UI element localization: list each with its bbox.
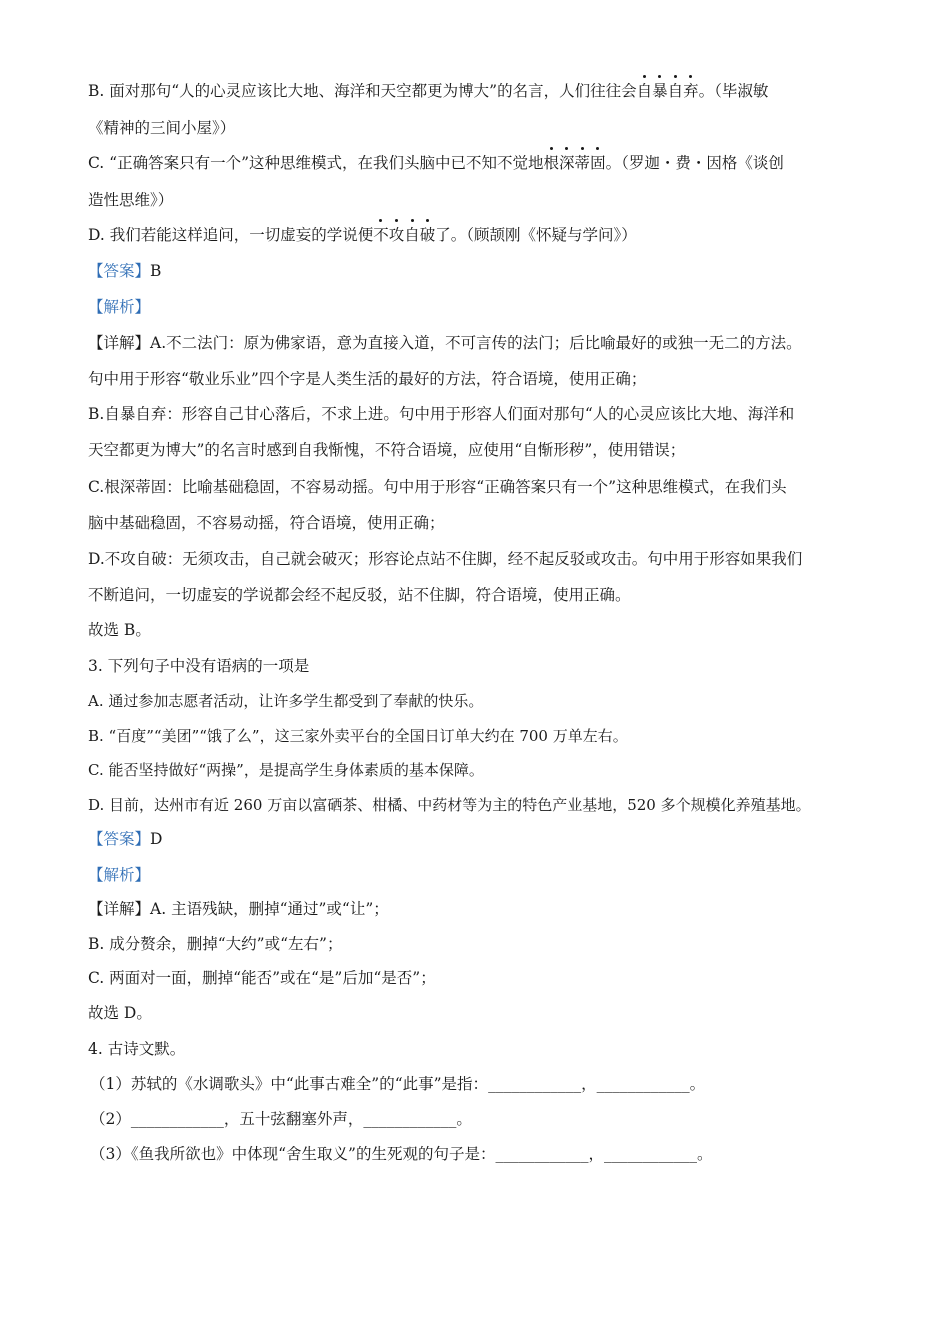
emphasis-char: 不 xyxy=(373,226,389,244)
q3-option-b: B. “百度”“美团”“饿了么”，这三家外卖平台的全国日订单大约在 700 万单左右。 xyxy=(88,727,628,745)
answer-value: B xyxy=(150,262,162,280)
q3-analysis-tag: 【解析】 xyxy=(88,866,151,884)
q4-stem: 4. 古诗文默。 xyxy=(88,1040,186,1058)
q3-conclusion: 故选 D。 xyxy=(88,1004,152,1022)
answer-value: D xyxy=(150,830,163,848)
q4-item-2: （2）____________，五十弦翻塞外声，____________。 xyxy=(90,1110,472,1128)
option-b-line2: 《精神的三间小屋》） xyxy=(88,119,236,137)
detail-tag: 【详解】 xyxy=(88,900,151,918)
q2-detail-line: 句中用于形容“敬业乐业”四个字是人类生活的最好的方法，符合语境，使用正确； xyxy=(88,370,647,388)
q2-detail-line: C.根深蒂固：比喻基础稳固，不容易动摇。句中用于形容“正确答案只有一个”这种思维模式，在我们头 xyxy=(88,478,787,496)
q2-detail-line: 不断追问，一切虚妄的学说都会经不起反驳，站不住脚，符合语境，使用正确。 xyxy=(88,586,631,604)
emphasis-char: 自 xyxy=(636,82,653,100)
fill-blank: ____________ xyxy=(488,1075,582,1093)
emphasis-char: 蒂 xyxy=(574,154,591,172)
fill-blank: ____________ xyxy=(603,1145,697,1163)
q2-detail-line: 脑中基础稳固，不容易动摇，符合语境，使用正确； xyxy=(88,514,445,532)
option-b-line1: B. 面对那句“人的心灵应该比大地、海洋和天空都更为博大”的名言，人们往往会自暴自弃。（毕淑敏 xyxy=(88,82,769,100)
answer-tag: 【答案】 xyxy=(88,262,151,280)
q2-answer xyxy=(88,260,161,282)
q3-answer xyxy=(88,828,162,850)
q3-detail-line: C. 两面对一面，删掉“能否”或在“是”后加“是否”； xyxy=(88,969,436,987)
emphasis-char: 根 xyxy=(543,154,560,172)
q3-stem: 3. 下列句子中没有语病的一项是 xyxy=(88,657,310,675)
q2-conclusion: 故选 B。 xyxy=(88,621,151,639)
q4-item-3: （3）《鱼我所欲也》中体现“舍生取义”的生死观的句子是：____________，____________。 xyxy=(90,1145,713,1163)
fill-blank: ____________ xyxy=(596,1075,690,1093)
option-c-line2: 造性思维》） xyxy=(88,191,174,209)
q2-detail-line: D.不攻自破：无须攻击，自己就会破灭；形容论点站不住脚，经不起反驳或攻击。句中用于形容如果我们 xyxy=(88,550,803,568)
emphasis-char: 固 xyxy=(590,154,606,172)
q4-item-1: （1）苏轼的《水调歌头》中“此事古难全”的“此事”是指：____________，____________。 xyxy=(90,1075,706,1093)
fill-blank: ____________ xyxy=(495,1145,589,1163)
emphasis-char: 自 xyxy=(404,226,420,244)
q3-option-d: D. 目前，达州市有近 260 万亩以富硒茶、柑橘、中药材等为主的特色产业基地，520 多个规模化养殖基地。 xyxy=(88,796,811,814)
q3-detail-line: 【详解】A. 主语残缺，删掉“通过”或“让”； xyxy=(88,900,389,918)
answer-tag: 【答案】 xyxy=(88,830,151,848)
q2-analysis-tag: 【解析】 xyxy=(88,298,151,316)
fill-blank: ____________ xyxy=(130,1110,224,1128)
option-c-line1: C. “正确答案只有一个”这种思维模式，在我们头脑中已不知不觉地根深蒂固。（罗迦・费・因格《谈创 xyxy=(88,154,784,172)
q2-detail-line: 【详解】A.不二法门：原为佛家语，意为直接入道，不可言传的法门；后比喻最好的或独一无二的方法。 xyxy=(88,334,802,352)
option-d-line: D. 我们若能这样追问，一切虚妄的学说便不攻自破了。（顾颉刚《怀疑与学问》） xyxy=(88,226,637,244)
fill-blank: ____________ xyxy=(363,1110,457,1128)
q3-option-a: A. 通过参加志愿者活动，让许多学生都受到了奉献的快乐。 xyxy=(88,692,484,710)
q2-detail-line: 天空都更为博大”的名言时感到自我惭愧，不符合语境，应使用“自惭形秽”，使用错误； xyxy=(88,441,686,459)
emphasis-char: 自 xyxy=(667,82,684,100)
emphasis-char: 弃 xyxy=(683,82,699,100)
q3-detail-line: B. 成分赘余，删掉“大约”或“左右”； xyxy=(88,935,343,953)
emphasis-char: 深 xyxy=(559,154,575,172)
q2-detail-line: B.自暴自弃：形容自己甘心落后，不求上进。句中用于形容人们面对那句“人的心灵应该比大地、海洋和 xyxy=(88,405,795,423)
detail-tag: 【详解】 xyxy=(88,334,151,352)
emphasis-char: 暴 xyxy=(652,82,668,100)
emphasis-char: 破 xyxy=(419,226,436,244)
emphasis-char: 攻 xyxy=(388,226,405,244)
q3-option-c: C. 能否坚持做好“两操”，是提高学生身体素质的基本保障。 xyxy=(88,761,484,779)
